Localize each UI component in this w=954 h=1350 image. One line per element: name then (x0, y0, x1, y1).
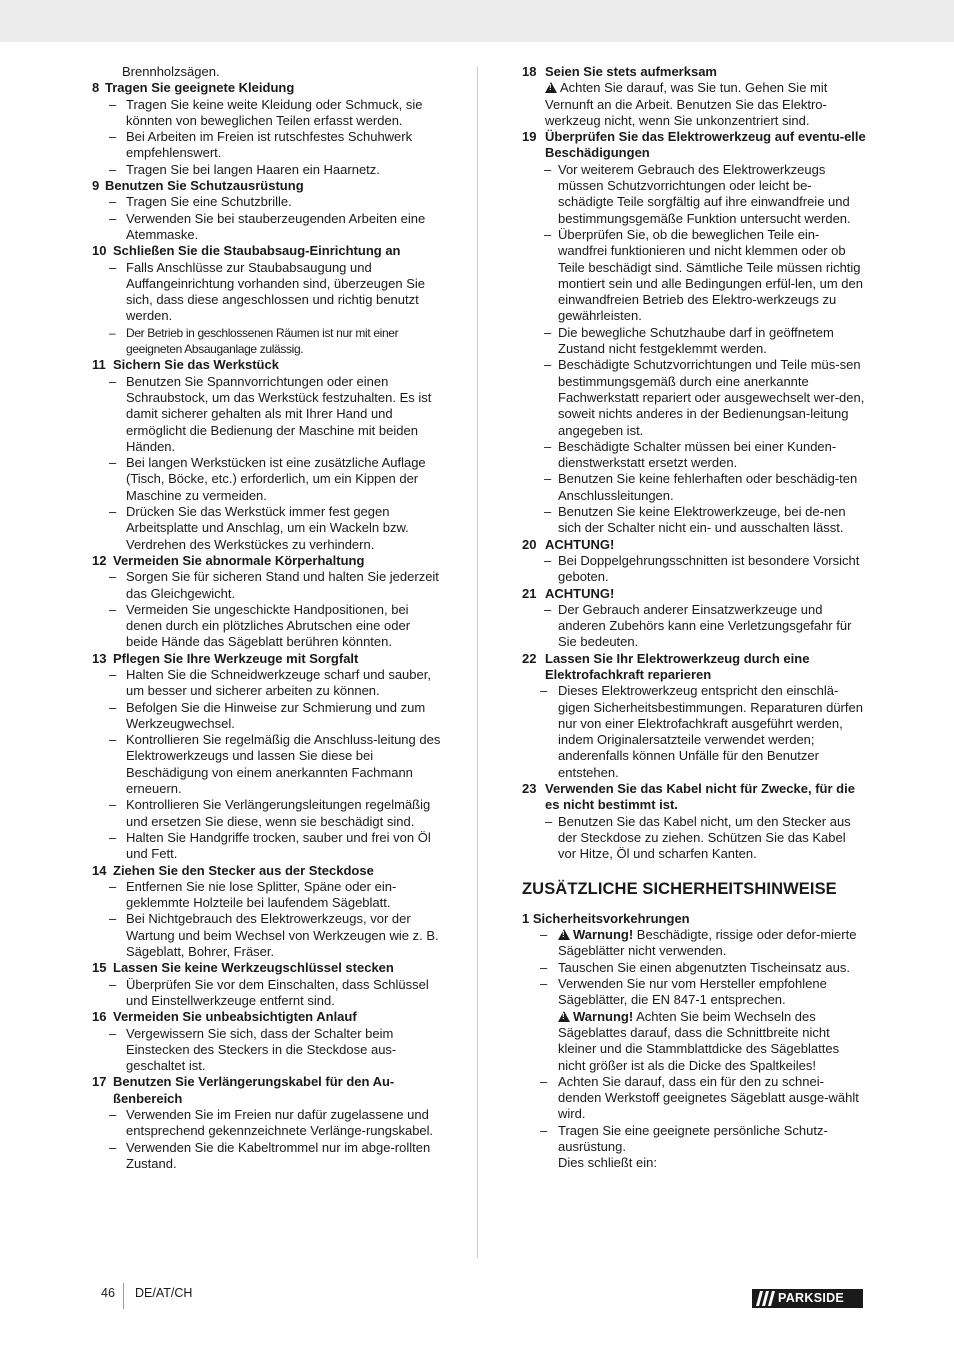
paragraph: !Achten Sie darauf, was Sie tun. Gehen Sie mit Vernunft an die Arbeit. Benutzen Sie das Elektro-werkzeug nicht, wenn Sie unkonzentriert sind. (522, 80, 867, 129)
right-column (522, 64, 867, 1172)
list-item: – Entfernen Sie nie lose Splitter, Späne oder ein-geklemmte Holzteile bei laufendem Sägeblatt. (109, 878, 397, 911)
section-heading: 11 Sichern Sie das Werkstück (92, 357, 279, 373)
list-item: – Die bewegliche Schutzhaube darf in geöffnetem Zustand nicht festgeklemmt werden. (544, 324, 834, 357)
section-heading: 8 Tragen Sie geeignete Kleidung (92, 80, 295, 96)
list-item: – Bei Doppelgehrungsschnitten ist besondere Vorsicht geboten. (544, 552, 860, 585)
section-heading: 17 Benutzen Sie Verlängerungskabel für den Au-ßenbereich (92, 1074, 395, 1106)
list-item: – Vergewissern Sie sich, dass der Schalter beim Einstecken des Steckers in die Steckdose aus-geschaltet ist. (109, 1025, 397, 1074)
list-item: – Vor weiterem Gebrauch des Elektrowerkzeugs müssen Schutzvorrichtungen oder leicht be-schädigte Teile sorgfältig auf ihre einwandfreie und bestimmungsgemäße Funktion untersucht werden. (544, 161, 851, 226)
list-item: – Dieses Elektrowerkzeug entspricht den einschlä-gigen Sicherheitsbestimmungen. Reparaturen dürfen nur von einer Elektrofachkraft ausgeführt werden, indem Originalersatzteile verwendet werden; anderenfalls können Unfälle für den Benutzer entstehen. (540, 683, 863, 780)
list-item: – Verwenden Sie die Kabeltrommel nur im abge-rollten Zustand. (109, 1139, 431, 1171)
list-item: – Benutzen Sie Spannvorrichtungen oder einen Schraubstock, um das Werkstück festzuhalten. Es ist damit sicherer gehalten als mit Ihrer Hand und ermöglicht die Bedienung der Maschine mit beiden Händen. (109, 373, 432, 454)
region-label: DE/AT/CH (135, 1286, 193, 1300)
section-heading: 19 Überprüfen Sie das Elektrowerkzeug auf eventu-elle Beschädigungen (522, 129, 866, 161)
list-item: – Befolgen Sie die Hinweise zur Schmierung und zum Werkzeugwechsel. (109, 699, 426, 731)
list-item: – Bei Nichtgebrauch des Elektrowerkzeugs, vor der Wartung und beim Wechsel von Werkzeugen wie z. B. Sägeblatt, Bohrer, Fräser. (109, 911, 439, 960)
brand-logo (752, 1289, 863, 1308)
list-item: – Halten Sie Handgriffe trocken, sauber und frei von Öl und Fett. (109, 829, 431, 862)
list-item: – Drücken Sie das Werkstück immer fest gegen Arbeitsplatte und Anschlag, um ein Wackeln bzw. Verdrehen des Werkstückes zu verhindern. (109, 504, 409, 552)
continuation-text: Brennholzsägen. (122, 64, 220, 79)
list-item: – Beschädigte Schutzvorrichtungen und Teile müs-sen bestimmungsgemäß durch eine anerkannte Fachwerkstatt repariert oder ausgewechselt wer-den, soweit nichts anderes in der Bedienungsan-leitung angegeben ist. (544, 357, 865, 438)
list-item: – Verwenden Sie im Freien nur dafür zugelassene und entsprechend gekennzeichnete Verlänge-rungskabel. (109, 1107, 434, 1139)
column-divider (477, 66, 478, 1258)
subsection-heading: 1 Sicherheitsvorkehrungen (522, 910, 690, 926)
list-item: – Benutzen Sie keine fehlerhaften oder beschädig-ten Anschlussleitungen. (544, 471, 858, 503)
list-item: – Benutzen Sie das Kabel nicht, um den Stecker aus der Steckdose zu ziehen. Schützen Sie das Kabel vor Hitze, Öl und scharfen Kanten. (545, 813, 851, 862)
section-heading: 14 Ziehen Sie den Stecker aus der Steckdose (92, 862, 374, 878)
list-item: – Der Betrieb in geschlossenen Räumen ist nur mit einer geeigneten Absauganlage zulässig. (109, 325, 399, 357)
section-heading: 12 Vermeiden Sie abnormale Körperhaltung (92, 552, 365, 568)
warning-icon (545, 82, 557, 93)
section-heading: 21 ACHTUNG! (522, 585, 615, 601)
brand-name: PARKSIDE (778, 1291, 845, 1305)
list-item: – Bei langen Werkstücken ist eine zusätzliche Auflage (Tisch, Böcke, etc.) erforderlich, um ein Kippen der Maschine zu vermeiden. (109, 455, 426, 503)
left-column (92, 64, 442, 1172)
list-item: – Falls Anschlüsse zur Staubabsaugung und Auffangeinrichtung vorhanden sind, überzeugen Sie sich, dass diese angeschlossen und richtig benutzt werden. (109, 259, 425, 324)
section-heading: 20 ACHTUNG! (522, 536, 615, 552)
list-item: – Überprüfen Sie vor dem Einschalten, dass Schlüssel und Einstellwerkzeuge entfernt sind. (109, 976, 429, 1008)
section-heading: 10 Schließen Sie die Staubabsaug-Einrichtung an (92, 243, 401, 259)
logo-stripes-icon (756, 1291, 778, 1306)
list-item: – Tragen Sie keine weite Kleidung oder Schmuck, sie könnten von beweglichen Teilen erfasst werden. (109, 96, 423, 128)
list-item: – Vermeiden Sie ungeschickte Handpositionen, bei denen durch ein plötzliches Abrutschen eine oder beide Hände das Sägeblatt berühren könnten. (109, 601, 411, 650)
list-item: – Halten Sie die Schneidwerkzeuge scharf und sauber, um besser und sicherer arbeiten zu können. (109, 666, 431, 699)
list-item: – ! Warnung! Beschädigte, rissige oder defor-mierte Sägeblätter nicht verwenden. (522, 927, 867, 960)
list-item: – Sorgen Sie für sicheren Stand und halten Sie jederzeit das Gleichgewicht. (109, 569, 439, 601)
list-item: – Der Gebrauch anderer Einsatzwerkzeuge und anderen Zubehörs kann eine Verletzungsgefahr für Sie bedeuten. (544, 601, 852, 650)
list-item: – Bei Arbeiten im Freien ist rutschfestes Schuhwerk empfehlenswert. (109, 129, 413, 161)
list-item: – Beschädigte Schalter müssen bei einer Kunden-dienstwerkstatt ersetzt werden. (544, 438, 837, 471)
section-heading: 15 Lassen Sie keine Werkzeugschlüssel stecken (92, 960, 394, 976)
list-item: – Tauschen Sie einen abgenutzten Tischeinsatz aus. (540, 959, 850, 975)
list-item: – Tragen Sie bei langen Haaren ein Haarnetz. (109, 161, 380, 177)
list-item: – Tragen Sie eine Schutzbrille. (109, 194, 292, 210)
section-heading: 23 Verwenden Sie das Kabel nicht für Zwecke, für die es nicht bestimmt ist. (522, 781, 855, 813)
footer-divider (123, 1283, 124, 1309)
list-item: – Benutzen Sie keine Elektrowerkzeuge, bei de-nen sich der Schalter nicht ein- und ausschalten lässt. (544, 504, 846, 536)
list-item: – Kontrollieren Sie regelmäßig die Anschluss-leitung des Elektrowerkzeugs und lassen Sie diese bei Beschädigung von einem anerkannten Fachmann erneuern. (109, 732, 441, 797)
warning-icon (558, 1011, 570, 1022)
section-heading: 13 Pflegen Sie Ihre Werkzeuge mit Sorgfalt (92, 650, 359, 666)
section-main-heading: ZUSÄTZLICHE SICHERHEITSHINWEISE (522, 879, 837, 898)
section-heading: 9 Benutzen Sie Schutzausrüstung (92, 178, 304, 194)
section-heading: 18 Seien Sie stets aufmerksam (522, 64, 717, 79)
section-heading: 16 Vermeiden Sie unbeabsichtigten Anlauf (92, 1009, 357, 1025)
list-item: – Achten Sie darauf, dass ein für den zu schnei-denden Werkstoff geeignetes Sägeblatt ausge-wählt wird. (540, 1073, 859, 1122)
section-heading: 22 Lassen Sie Ihr Elektrowerkzeug durch eine Elektrofachkraft reparieren (522, 650, 810, 682)
top-band (0, 0, 954, 42)
list-item: – Kontrollieren Sie Verlängerungsleitungen regelmäßig und ersetzen Sie diese, wenn sie beschädigt sind. (109, 797, 431, 829)
list-item: – Tragen Sie eine geeignete persönliche Schutz-ausrüstung. Dies schließt ein: (540, 1122, 828, 1171)
list-item: – Verwenden Sie nur vom Hersteller empfohlene Sägeblätter, die EN 847-1 entsprechen. !Warnung! Achten Sie beim Wechseln des Sägeblattes darauf, dass die Schnittbreite nicht kleiner und die Stammblattdicke des Sägeblattes nicht größer ist als die Dicke des Spaltkeiles! (522, 976, 867, 1074)
list-item: – Überprüfen Sie, ob die beweglichen Teile ein-wandfrei funktionieren und nicht klemmen oder ob Teile beschädigt sind. Sämtliche Teile müssen richtig montiert sein und alle Bedingungen erfül-len, um den einwandfreien Betrieb des Elektro-werkzeugs zu gewährleisten. (544, 226, 863, 324)
page-number: 46 (101, 1286, 115, 1300)
list-item: – Verwenden Sie bei stauberzeugenden Arbeiten eine Atemmaske. (109, 210, 426, 242)
warning-icon (558, 929, 570, 940)
